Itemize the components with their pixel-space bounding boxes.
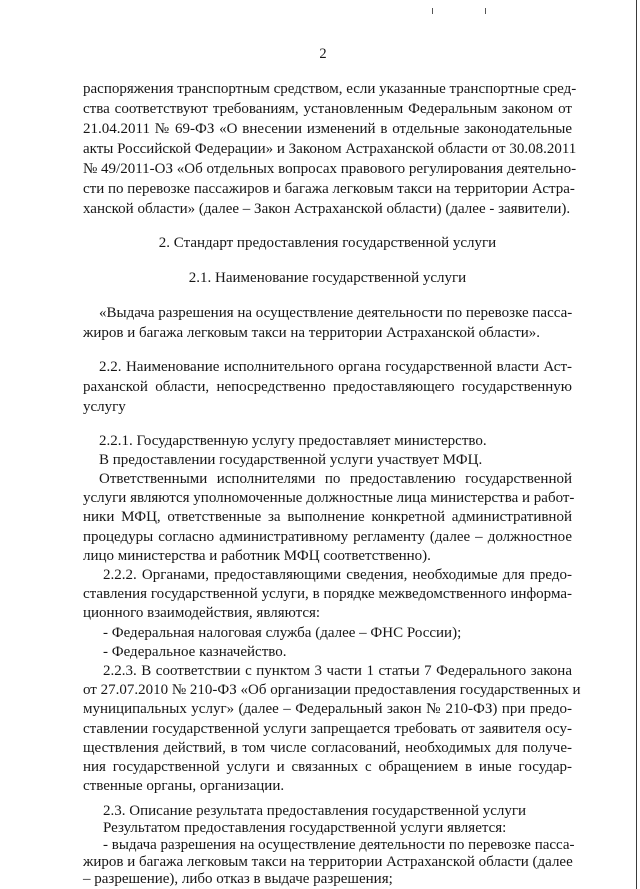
text-line: сти по перевозке пассажиров и багажа легковым такси на территории Астра- bbox=[83, 181, 575, 197]
text-line: «Выдача разрешения на осуществление деятельности по перевозке пасса- bbox=[99, 305, 573, 321]
subsection-heading: 2.3. Описание результата предоставления государственной услуги bbox=[103, 803, 527, 819]
text-line: жиров и багажа легковым такси на территории Астраханской области». bbox=[83, 325, 541, 341]
text-line: ставлении государственной услуги запрещается требовать от заявителя осу- bbox=[83, 720, 572, 737]
text-line: 2.2.3. В соответствии с пунктом 3 части 1 статьи 7 Федерального закона bbox=[103, 662, 572, 679]
text-line: ставления государственной услуги, в порядке межведомственного информа- bbox=[83, 586, 572, 603]
subsection-heading: услугу bbox=[83, 399, 126, 415]
text-line: 2.2.2. Органами, предоставляющими сведения, необходимые для предо- bbox=[103, 566, 572, 583]
list-item: - Федеральная налоговая служба (далее – ФНС России); bbox=[103, 624, 462, 641]
text-line: ники МФЦ, ответственные за выполнение конкретной административной bbox=[83, 509, 572, 526]
scan-mark bbox=[432, 8, 433, 14]
text-line: ства соответствуют требованиям, установленным Федеральным законом от bbox=[83, 101, 572, 117]
text-line: ственные органы, организации. bbox=[83, 778, 285, 795]
text-line: ния государственной услуги и связанных с обращением в иные государ- bbox=[83, 758, 572, 775]
page-number: 2 bbox=[319, 46, 327, 62]
text-line: 2.2.1. Государственную услугу предоставляет министерство. bbox=[99, 432, 487, 449]
list-item: - выдача разрешения на осуществление деятельности по перевозке пасса- bbox=[103, 837, 575, 853]
text-line: от 27.07.2010 № 210-ФЗ «Об организации предоставления государственных и bbox=[83, 682, 581, 699]
text-line: В предоставлении государственной услуги участвует МФЦ. bbox=[99, 451, 483, 468]
subsection-heading: раханской области, непосредственно предоставляющего государственную bbox=[83, 379, 572, 395]
section-heading: 2. Стандарт предоставления государственной услуги bbox=[158, 235, 497, 251]
text-line: акты Российской Федерации» и Законом Астраханской области от 30.08.2011 bbox=[83, 141, 577, 157]
scan-mark bbox=[485, 8, 486, 14]
list-item: - Федеральное казначейство. bbox=[103, 643, 287, 660]
text-line: Ответственными исполнителями по предоставлению государственной bbox=[99, 470, 572, 487]
subsection-heading: 2.2. Наименование исполнительного органа государственной власти Аст- bbox=[99, 359, 572, 375]
text-line: лицо министерства и работник МФЦ соответственно). bbox=[83, 547, 431, 564]
text-line: ществления действий, в том числе согласований, необходимых для получе- bbox=[83, 739, 572, 756]
text-line: процедуры согласно административному регламенту (далее – должностное bbox=[83, 528, 572, 545]
text-line: услуги являются уполномоченные должностные лица министерства и работ- bbox=[83, 490, 575, 507]
text-line: № 49/2011-ОЗ «Об отдельных вопросах правового регулирования деятельно- bbox=[83, 161, 577, 177]
subsection-heading: 2.1. Наименование государственной услуги bbox=[188, 270, 467, 286]
text-line: ционного взаимодействия, являются: bbox=[83, 605, 321, 622]
text-line: муниципальных услуг» (далее – Федеральный закон № 210-ФЗ) при предо- bbox=[83, 701, 572, 718]
text-line: 21.04.2011 № 69-ФЗ «О внесении изменений в отдельные законодательные bbox=[83, 121, 572, 137]
text-line: жиров и багажа легковым такси на территории Астраханской области (далее bbox=[83, 854, 573, 870]
text-line: – разрешение), либо отказ в выдаче разрешения; bbox=[83, 871, 393, 887]
text-line: Результатом предоставления государственной услуги является: bbox=[103, 820, 507, 836]
text-line: ханской области» (далее – Закон Астраханской области) (далее - заявители). bbox=[83, 201, 571, 217]
scan-edge bbox=[636, 0, 637, 889]
text-line: распоряжения транспортным средством, если указанные транспортные сред- bbox=[83, 81, 577, 97]
